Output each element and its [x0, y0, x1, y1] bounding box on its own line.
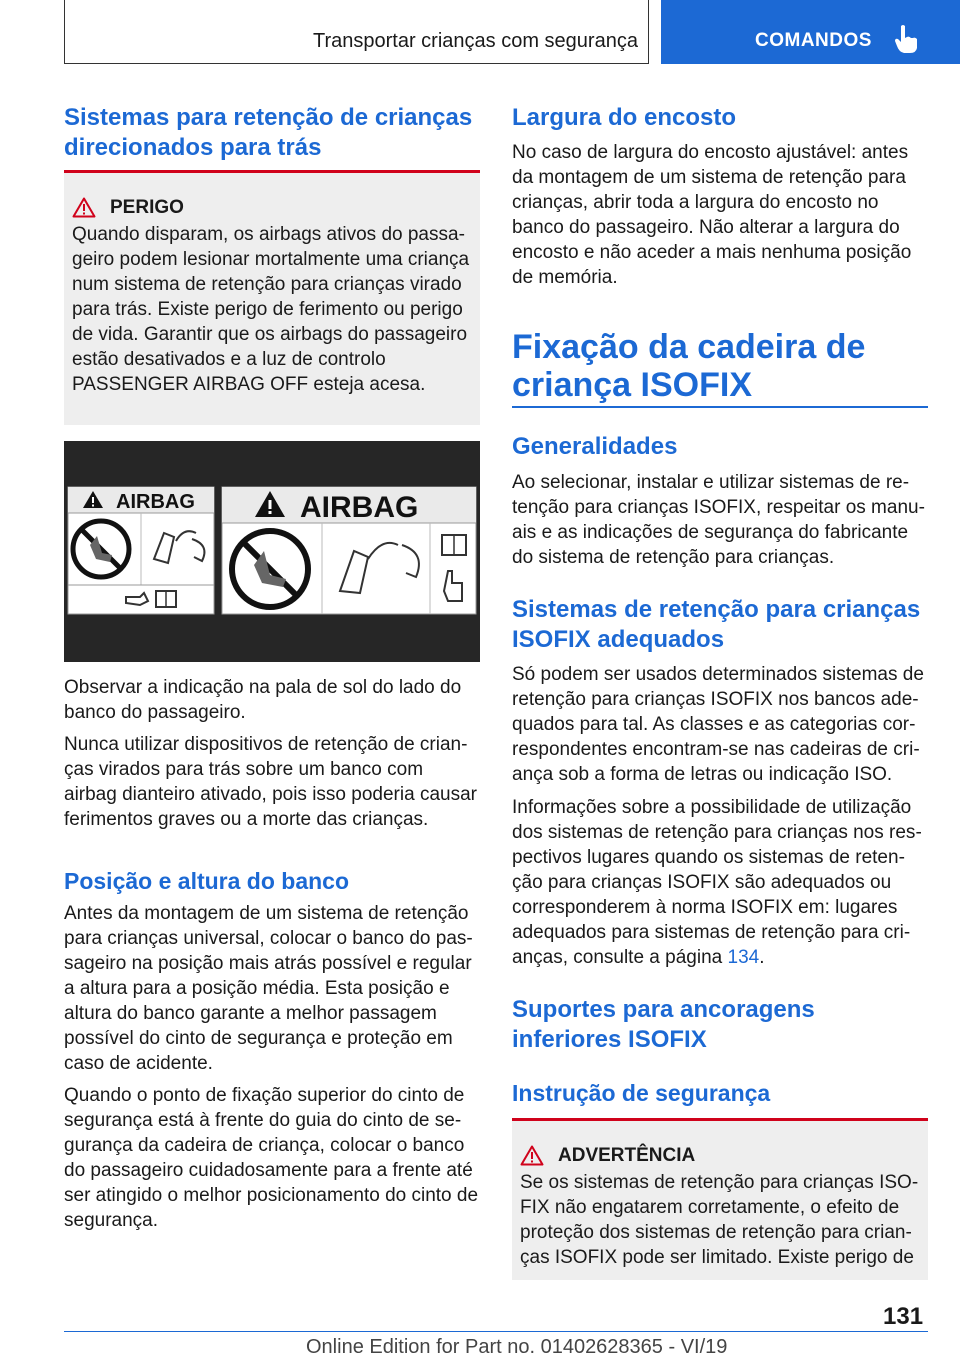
pointing-hand-icon: [893, 24, 919, 54]
danger-title: [72, 195, 472, 220]
warning-text: Se os sistemas de retenção para crianças ISOFIX não engatarem corretamente, o efeito de proteção dos sistemas de retenção para crianças ISOFIX pode ser limitado. Existe perigo de: [520, 1172, 919, 1268]
heading-backrest-width: Largura do encosto: [512, 104, 737, 131]
para-suitable-1: Só podem ser usados determinados sistemas de retenção para crianças ISOFIX nos bancos adequados para tal. As classes e as categorias correspondentes encontram-se nas cadeiras de criança sob a forma de letras ou indicação ISO.: [512, 664, 924, 785]
heading-safety-instruction: Instrução de segurança: [512, 1080, 771, 1106]
para-position-2: Quando o ponto de fixação superior do cinto de segurança está à frente do guia do cinto de segurança da cadeira de criança, colocar o banco do passageiro cuidadosamente para a frente até ser atingido o melhor posicionamento do cinto de segurança.: [64, 1085, 479, 1231]
para-suitable-2-end: .: [759, 947, 765, 968]
para-general: Ao selecionar, instalar e utilizar sistemas de retenção para crianças ISOFIX, respeitar os manuais e as indicações de segurança do fabricante do sistema de retenção para crianças.: [512, 472, 925, 568]
warning-box: [512, 1118, 928, 1280]
header-section-label[interactable]: COMANDOS: [755, 30, 872, 51]
heading-general: Generalidades: [512, 433, 678, 460]
warning-label: ADVERTÊNCIA: [558, 1145, 696, 1166]
para-suitable-2: [512, 795, 928, 970]
page-link-134[interactable]: 134: [727, 947, 760, 968]
airbag-labels-illustration: [64, 441, 480, 662]
heading-rear-facing: Sistemas para retenção de crianças direcionados para trás: [64, 104, 473, 161]
danger-box: [64, 170, 480, 425]
heading-suitable-isofix: Sistemas de retenção para crianças ISOFIX adequados: [512, 596, 921, 653]
danger-label: PERIGO: [110, 197, 184, 218]
para-backrest: No caso de largura do encosto ajustável: antes da montagem de um sistema de retenção para crianças, abrir toda a largura do encosto no banco do passageiro. Não alterar a largura do encosto e não aceder a mais nenhuma posição de memória.: [512, 142, 912, 288]
header-chapter-title: Transportar crianças com segurança: [313, 30, 638, 52]
warning-triangle-icon: [72, 197, 96, 218]
warning-title: [520, 1143, 920, 1168]
heading-rule: [512, 406, 928, 408]
warning-triangle-icon: [520, 1145, 544, 1166]
footer-edition: Online Edition for Part no. 01402628365 - VI/19: [306, 1336, 728, 1358]
para-position-1: Antes da montagem de um sistema de retenção para crianças universal, colocar o banco do passageiro na posição mais atrás possível e regular a altura para a posição média. Esta posição e altura do banco garante a melhor passagem possível do cinto de segurança e proteção em caso de acidente.: [64, 903, 473, 1074]
danger-text: Quando disparam, os airbags ativos do passageiro podem lesionar mortalmente uma criança num sistema de retenção para crianças virado para trás. Existe perigo de ferimento ou perigo de vida. Garantir que os airbags do passageiro estão desativados e a luz de controlo PASSENGER AIRBAG OFF esteja acesa.: [72, 224, 470, 395]
page-number: 131: [883, 1303, 924, 1330]
heading-seat-position: Posição e altura do banco: [64, 868, 350, 894]
airbag-label-small: AIRBAG: [116, 491, 195, 513]
para-suitable-2-text: Informações sobre a possibilidade de utilização dos sistemas de retenção para crianças nos respectivos lugares quando os sistemas de retenção para crianças ISOFIX são adequados ou corresponderem à norma ISOFIX em: lugares adequados para sistemas de retenção para crianças, consulte a página: [512, 797, 922, 968]
airbag-label-large: AIRBAG: [300, 491, 419, 524]
para-observe: Observar a indicação na pala de sol do lado do banco do passageiro.: [64, 677, 462, 723]
heading-lower-anchors: Suportes para ancoragens inferiores ISOFIX: [512, 996, 815, 1053]
footer-rule: [64, 1331, 928, 1332]
heading-isofix-main: Fixação da cadeira de criança ISOFIX: [512, 328, 866, 404]
para-never: Nunca utilizar dispositivos de retenção de crianças virados para trás sobre um banco com airbag dianteiro ativado, pois isso poderia causar ferimentos graves ou a morte das crianças.: [64, 734, 477, 830]
airbag-label-photo: [64, 441, 480, 662]
